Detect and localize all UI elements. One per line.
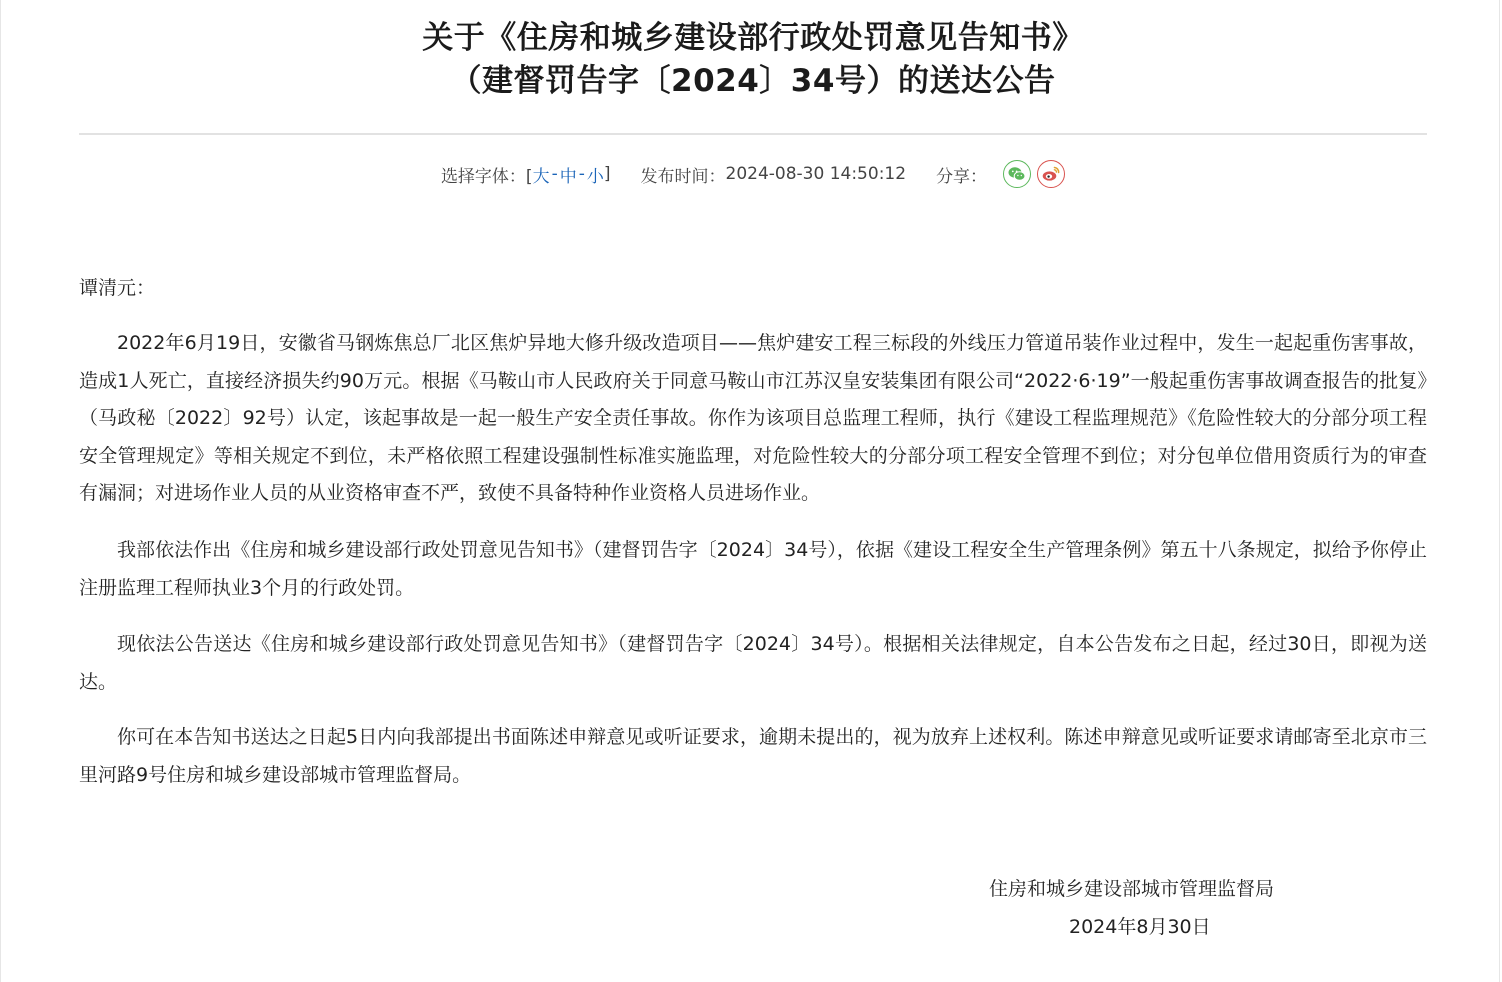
font-separator: -: [578, 164, 585, 184]
font-large-link[interactable]: 大: [532, 166, 550, 187]
font-size-close: ]: [603, 164, 611, 184]
signature-organization: 住房和城乡建设部城市管理监督局: [989, 878, 1275, 900]
font-separator: -: [551, 164, 558, 184]
share-wechat-button[interactable]: [1003, 160, 1031, 188]
publish-time: 2024-08-30 14:50:12: [725, 164, 907, 184]
article-meta-bar: [79, 156, 1427, 192]
weibo-icon: [1041, 164, 1061, 184]
share-weibo-button[interactable]: [1037, 160, 1065, 188]
body-paragraph: 2022年6月19日，安徽省马钢炼焦总厂北区焦炉异地大修升级改造项目——焦炉建安工程三标段的外线压力管道吊装作业过程中，发生一起起重伤害事故，造成1人死亡，直接经济损失约90万元。根据《马鞍山市人民政府关于同意马鞍山市江苏汉皇安装集团有限公司“2022·6·19”一般起重伤害事故调查报告的批复》（马政秘〔2022〕92号）认定，该起事故是一起一般生产安全责任事故。你作为该项目总监理工程师，执行《建设工程监理规范》《危险性较大的分部分项工程安全管理规定》等相关规定不到位，未严格依照工程建设强制性标准实施监理，对危险性较大的分部分项工程安全管理不到位；对分包单位借用资质行为的审查有漏洞；对进场作业人员的从业资格审查不严，致使不具备特种作业资格人员进场作业。: [79, 332, 1427, 504]
font-size-label: 选择字体：[: [440, 166, 533, 187]
body-paragraph: 你可在本告知书送达之日起5日内向我部提出书面陈述申辩意见或听证要求，逾期未提出的，视为放弃上述权利。陈述申辩意见或听证要求请邮寄至北京市三里河路9号住房和城乡建设部城市管理监督局。: [79, 726, 1427, 786]
page-title-line1: 关于《住房和城乡建设部行政处罚意见告知书》: [422, 20, 1084, 56]
salutation: 谭清元：: [79, 277, 156, 299]
share-label: 分享：: [936, 166, 988, 187]
wechat-icon: [1007, 164, 1027, 184]
title-divider: [79, 133, 1427, 135]
body-paragraph: 现依法公告送达《住房和城乡建设部行政处罚意见告知书》（建督罚告字〔2024〕34号）。根据相关法律规定，自本公告发布之日起，经过30日，即视为送达。: [79, 633, 1427, 693]
page-title-line2: （建督罚告字〔2024〕34号）的送达公告: [450, 63, 1056, 99]
font-small-link[interactable]: 小: [586, 166, 604, 187]
publish-time-label: 发布时间：: [640, 166, 726, 187]
body-paragraph: 我部依法作出《住房和城乡建设部行政处罚意见告知书》（建督罚告字〔2024〕34号），依据《建设工程安全生产管理条例》第五十八条规定，拟给予你停止注册监理工程师执业3个月的行政处罚。: [79, 539, 1427, 599]
signature-date: 2024年8月30日: [1069, 916, 1211, 938]
font-medium-link[interactable]: 中: [559, 166, 577, 187]
